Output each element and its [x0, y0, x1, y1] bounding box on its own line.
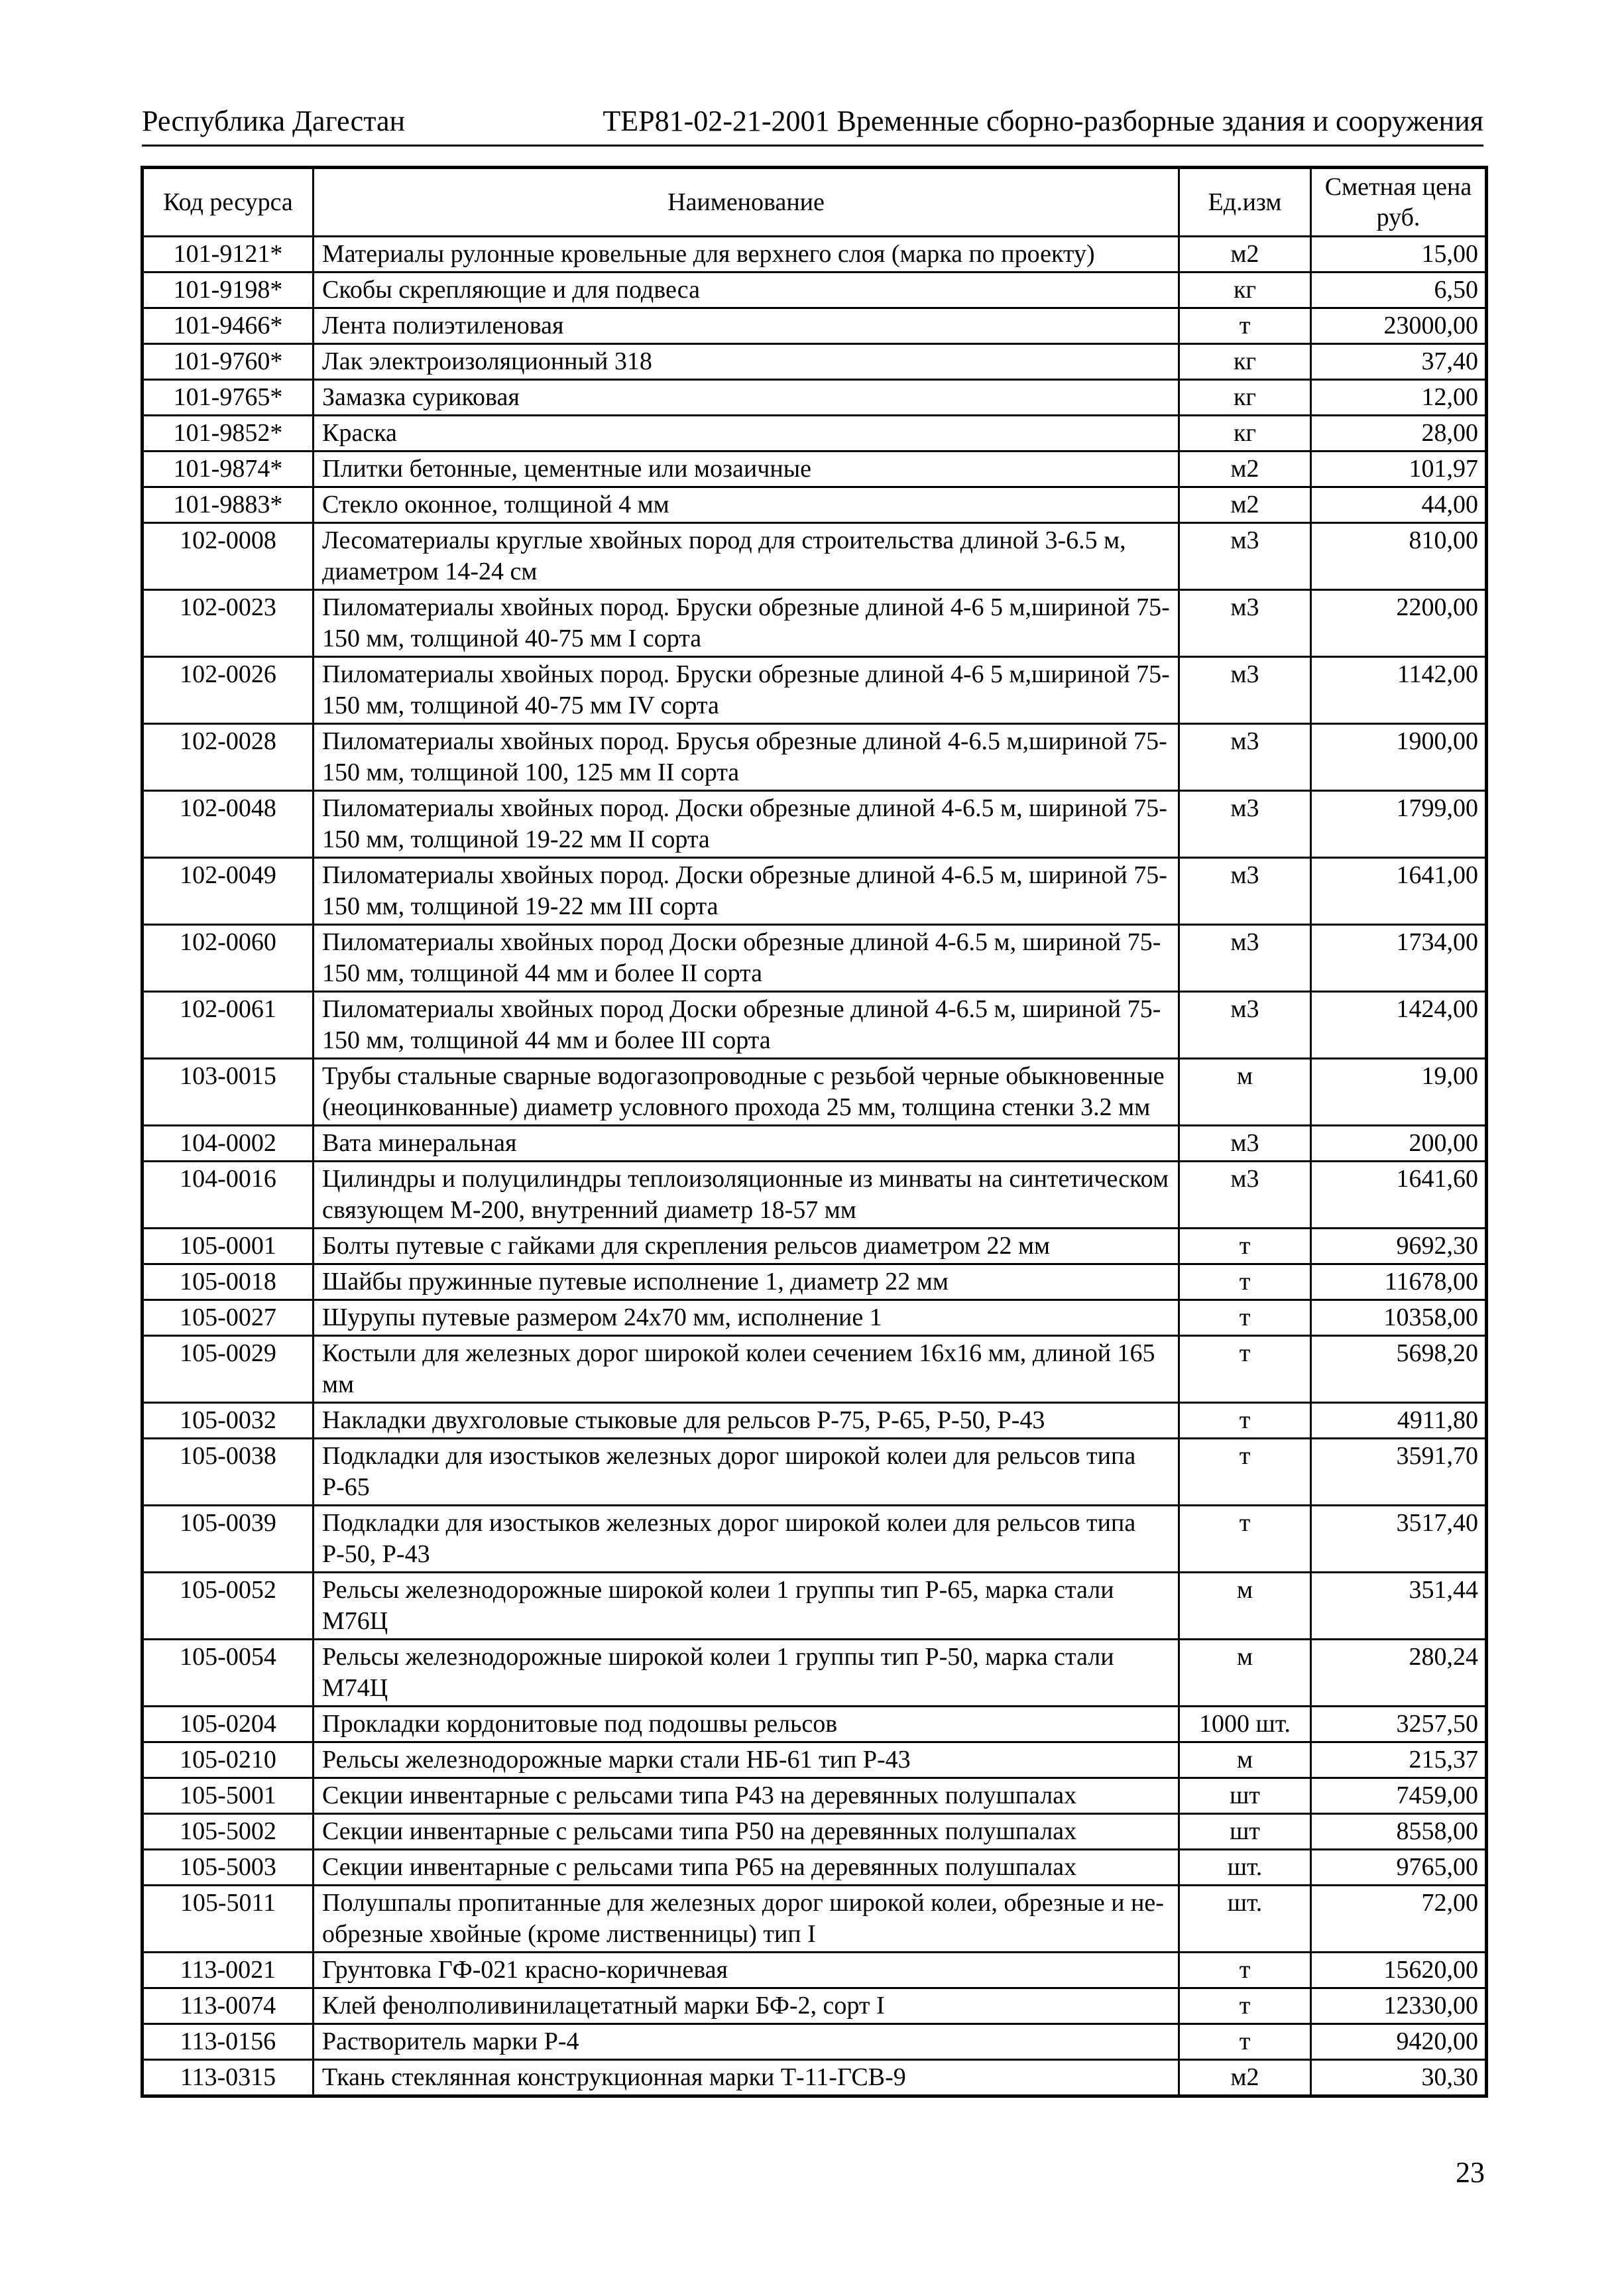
row-unit: м: [1179, 1640, 1311, 1707]
column-header-price-line1: Сметная цена: [1324, 173, 1472, 201]
row-code: 105-0052: [143, 1573, 314, 1640]
row-code: 105-0054: [143, 1640, 314, 1707]
row-price: 351,44: [1311, 1573, 1487, 1640]
row-price: 1424,00: [1311, 992, 1487, 1059]
row-unit: кг: [1179, 344, 1311, 380]
table-row: [143, 344, 1487, 380]
row-code: 105-0039: [143, 1506, 314, 1573]
row-unit: м3: [1179, 1126, 1311, 1162]
row-code: 102-0049: [143, 858, 314, 925]
row-unit: 1000 шт.: [1179, 1707, 1311, 1742]
row-unit: м3: [1179, 858, 1311, 925]
table-row: [143, 1850, 1487, 1886]
row-name: Цилиндры и полуцилиндры теплоизоляционные из минваты на синтетическом связующем М-200, внутренний диаметр 18-57 мм: [314, 1162, 1179, 1229]
row-price: 3257,50: [1311, 1707, 1487, 1742]
table-row: [143, 1778, 1487, 1814]
row-name: Шурупы путевые размером 24х70 мм, исполнение 1: [314, 1300, 1179, 1336]
row-code: 105-5003: [143, 1850, 314, 1886]
row-price: 10358,00: [1311, 1300, 1487, 1336]
row-unit: шт.: [1179, 1850, 1311, 1886]
table-row: [143, 237, 1487, 272]
row-name: Ткань стеклянная конструкционная марки Т-11-ГСВ-9: [314, 2060, 1179, 2096]
row-price: 1142,00: [1311, 657, 1487, 724]
row-name: Грунтовка ГФ-021 красно-коричневая: [314, 1953, 1179, 1988]
row-code: 105-0038: [143, 1439, 314, 1506]
row-name: Подкладки для изостыков железных дорог широкой колеи для рельсов типа Р-65: [314, 1439, 1179, 1506]
row-price: 6,50: [1311, 272, 1487, 308]
row-unit: т: [1179, 1988, 1311, 2024]
row-name: Болты путевые с гайками для скрепления рельсов диаметром 22 мм: [314, 1229, 1179, 1264]
row-code: 101-9760*: [143, 344, 314, 380]
row-price: 12,00: [1311, 380, 1487, 416]
column-header-code: Код ресурса: [143, 168, 314, 237]
row-unit: м2: [1179, 237, 1311, 272]
column-header-unit: Ед.изм: [1179, 168, 1311, 237]
table-row: [143, 791, 1487, 858]
row-unit: т: [1179, 2024, 1311, 2060]
row-unit: т: [1179, 1300, 1311, 1336]
row-code: 102-0060: [143, 925, 314, 992]
table-row: [143, 1162, 1487, 1229]
table-row: [143, 1300, 1487, 1336]
row-name: Скобы скрепляющие и для подвеса: [314, 272, 1179, 308]
table-row: [143, 1640, 1487, 1707]
row-price: 72,00: [1311, 1886, 1487, 1953]
row-name: Пиломатериалы хвойных пород. Брусья обрезные длиной 4-6.5 м,шириной 75-150 мм, толщиной 100, 125 мм II сорта: [314, 724, 1179, 791]
row-name: Накладки двухголовые стыковые для рельсов Р-75, Р-65, Р-50, Р-43: [314, 1403, 1179, 1439]
row-name: Рельсы железнодорожные марки стали НБ-61 тип Р-43: [314, 1742, 1179, 1778]
row-name: Прокладки кордонитовые под подошвы рельсов: [314, 1707, 1179, 1742]
row-code: 113-0074: [143, 1988, 314, 2024]
row-price: 5698,20: [1311, 1336, 1487, 1403]
row-code: 102-0028: [143, 724, 314, 791]
row-unit: т: [1179, 1229, 1311, 1264]
row-unit: м3: [1179, 657, 1311, 724]
row-name: Секции инвентарные с рельсами типа Р43 на деревянных полушпалах: [314, 1778, 1179, 1814]
table-row: [143, 1403, 1487, 1439]
row-code: 101-9121*: [143, 237, 314, 272]
row-code: 105-5011: [143, 1886, 314, 1953]
table-row: [143, 523, 1487, 590]
table-row: [143, 1229, 1487, 1264]
row-code: 103-0015: [143, 1059, 314, 1126]
row-code: 113-0156: [143, 2024, 314, 2060]
table-row: [143, 380, 1487, 416]
row-unit: т: [1179, 1403, 1311, 1439]
row-code: 102-0026: [143, 657, 314, 724]
row-price: 15,00: [1311, 237, 1487, 272]
row-price: 11678,00: [1311, 1264, 1487, 1300]
row-name: Вата минеральная: [314, 1126, 1179, 1162]
row-code: 104-0002: [143, 1126, 314, 1162]
row-unit: м3: [1179, 724, 1311, 791]
row-name: Плитки бетонные, цементные или мозаичные: [314, 452, 1179, 487]
table-row: [143, 858, 1487, 925]
row-code: 101-9765*: [143, 380, 314, 416]
row-price: 1900,00: [1311, 724, 1487, 791]
row-name: Полушпалы пропитанные для железных дорог широкой колеи, обрезные и не-обрезные хвойные (кроме лиственницы) тип I: [314, 1886, 1179, 1953]
row-name: Костыли для железных дорог широкой колеи сечением 16х16 мм, длиной 165 мм: [314, 1336, 1179, 1403]
row-unit: м3: [1179, 925, 1311, 992]
row-unit: м3: [1179, 992, 1311, 1059]
row-unit: шт: [1179, 1814, 1311, 1850]
row-name: Стекло оконное, толщиной 4 мм: [314, 487, 1179, 523]
page-number: 23: [1456, 2156, 1485, 2189]
row-unit: м3: [1179, 590, 1311, 657]
row-unit: м3: [1179, 1162, 1311, 1229]
table-row: [143, 992, 1487, 1059]
table-row: [143, 1886, 1487, 1953]
table-body: [143, 237, 1487, 2096]
row-price: 9692,30: [1311, 1229, 1487, 1264]
row-price: 1799,00: [1311, 791, 1487, 858]
row-unit: т: [1179, 1336, 1311, 1403]
row-unit: кг: [1179, 380, 1311, 416]
row-price: 12330,00: [1311, 1988, 1487, 2024]
row-unit: м2: [1179, 452, 1311, 487]
row-price: 1734,00: [1311, 925, 1487, 992]
column-header-price: [1311, 168, 1487, 237]
row-name: Секции инвентарные с рельсами типа Р50 на деревянных полушпалах: [314, 1814, 1179, 1850]
row-name: Замазка суриковая: [314, 380, 1179, 416]
row-price: 280,24: [1311, 1640, 1487, 1707]
row-unit: т: [1179, 1264, 1311, 1300]
row-unit: т: [1179, 308, 1311, 344]
row-name: Материалы рулонные кровельные для верхнего слоя (марка по проекту): [314, 237, 1179, 272]
row-code: 105-0018: [143, 1264, 314, 1300]
column-header-name: Наименование: [314, 168, 1179, 237]
table-row: [143, 1707, 1487, 1742]
table-row: [143, 308, 1487, 344]
resource-price-table: [141, 166, 1488, 2098]
row-name: Лента полиэтиленовая: [314, 308, 1179, 344]
table-row: [143, 1439, 1487, 1506]
row-name: Пиломатериалы хвойных пород. Бруски обрезные длиной 4-6 5 м,шириной 75-150 мм, толщиной 40-75 мм I сорта: [314, 590, 1179, 657]
row-name: Лесоматериалы круглые хвойных пород для строительства длиной 3-6.5 м, диаметром 14-24 см: [314, 523, 1179, 590]
table-row: [143, 2060, 1487, 2096]
row-unit: м2: [1179, 487, 1311, 523]
row-price: 4911,80: [1311, 1403, 1487, 1439]
row-unit: шт: [1179, 1778, 1311, 1814]
table-row: [143, 487, 1487, 523]
row-unit: шт.: [1179, 1886, 1311, 1953]
row-name: Пиломатериалы хвойных пород. Бруски обрезные длиной 4-6 5 м,шириной 75-150 мм, толщиной 40-75 мм IV сорта: [314, 657, 1179, 724]
row-code: 105-0204: [143, 1707, 314, 1742]
row-unit: кг: [1179, 272, 1311, 308]
row-unit: м2: [1179, 2060, 1311, 2096]
row-code: 101-9466*: [143, 308, 314, 344]
row-unit: т: [1179, 1506, 1311, 1573]
row-name: Лак электроизоляционный 318: [314, 344, 1179, 380]
row-price: 19,00: [1311, 1059, 1487, 1126]
row-name: Трубы стальные сварные водогазопроводные с резьбой черные обыкновенные (неоцинкованные) диаметр условного прохода 25 мм, толщина стенки 3.2 мм: [314, 1059, 1179, 1126]
row-code: 105-0027: [143, 1300, 314, 1336]
table-row: [143, 1506, 1487, 1573]
table-row: [143, 272, 1487, 308]
row-code: 105-5001: [143, 1778, 314, 1814]
row-price: 15620,00: [1311, 1953, 1487, 1988]
table-row: [143, 1742, 1487, 1778]
row-price: 215,37: [1311, 1742, 1487, 1778]
row-name: Рельсы железнодорожные широкой колеи 1 группы тип Р-50, марка стали М74Ц: [314, 1640, 1179, 1707]
row-code: 101-9198*: [143, 272, 314, 308]
row-unit: т: [1179, 1953, 1311, 1988]
row-unit: кг: [1179, 416, 1311, 452]
row-name: Пиломатериалы хвойных пород. Доски обрезные длиной 4-6.5 м, шириной 75-150 мм, толщиной 19-22 мм II сорта: [314, 791, 1179, 858]
row-unit: т: [1179, 1439, 1311, 1506]
row-code: 113-0315: [143, 2060, 314, 2096]
table-row: [143, 416, 1487, 452]
row-price: 101,97: [1311, 452, 1487, 487]
table-row: [143, 724, 1487, 791]
row-name: Шайбы пружинные путевые исполнение 1, диаметр 22 мм: [314, 1264, 1179, 1300]
row-price: 3517,40: [1311, 1506, 1487, 1573]
row-code: 102-0061: [143, 992, 314, 1059]
table-row: [143, 2024, 1487, 2060]
row-unit: м: [1179, 1059, 1311, 1126]
row-code: 104-0016: [143, 1162, 314, 1229]
row-price: 1641,60: [1311, 1162, 1487, 1229]
column-header-price-line2: руб.: [1376, 204, 1420, 231]
row-code: 105-0001: [143, 1229, 314, 1264]
row-name: Пиломатериалы хвойных пород Доски обрезные длиной 4-6.5 м, шириной 75-150 мм, толщиной 44 мм и более III сорта: [314, 992, 1179, 1059]
row-name: Рельсы железнодорожные широкой колеи 1 группы тип Р-65, марка стали М76Ц: [314, 1573, 1179, 1640]
row-code: 101-9883*: [143, 487, 314, 523]
table-row: [143, 1264, 1487, 1300]
table-row: [143, 1814, 1487, 1850]
row-price: 7459,00: [1311, 1778, 1487, 1814]
row-price: 9420,00: [1311, 2024, 1487, 2060]
row-code: 102-0048: [143, 791, 314, 858]
row-name: Растворитель марки Р-4: [314, 2024, 1179, 2060]
row-price: 810,00: [1311, 523, 1487, 590]
table-header-row: [143, 168, 1487, 237]
row-name: Секции инвентарные с рельсами типа Р65 на деревянных полушпалах: [314, 1850, 1179, 1886]
table-row: [143, 1059, 1487, 1126]
table-row: [143, 1988, 1487, 2024]
row-code: 113-0021: [143, 1953, 314, 1988]
row-unit: м: [1179, 1742, 1311, 1778]
row-code: 105-5002: [143, 1814, 314, 1850]
row-code: 105-0032: [143, 1403, 314, 1439]
row-unit: м3: [1179, 791, 1311, 858]
row-price: 23000,00: [1311, 308, 1487, 344]
row-name: Краска: [314, 416, 1179, 452]
row-code: 105-0210: [143, 1742, 314, 1778]
row-price: 28,00: [1311, 416, 1487, 452]
row-unit: м: [1179, 1573, 1311, 1640]
table-row: [143, 1336, 1487, 1403]
row-unit: м3: [1179, 523, 1311, 590]
row-code: 101-9852*: [143, 416, 314, 452]
table-row: [143, 452, 1487, 487]
header-document-title: ТЕР81-02-21-2001 Временные сборно-разборные здания и сооружения: [603, 105, 1483, 137]
row-price: 1641,00: [1311, 858, 1487, 925]
table-row: [143, 657, 1487, 724]
row-price: 3591,70: [1311, 1439, 1487, 1506]
row-code: 102-0008: [143, 523, 314, 590]
table-row: [143, 1126, 1487, 1162]
row-price: 37,40: [1311, 344, 1487, 380]
header-region: Республика Дагестан: [142, 105, 406, 137]
row-name: Пиломатериалы хвойных пород Доски обрезные длиной 4-6.5 м, шириной 75-150 мм, толщиной 44 мм и более II сорта: [314, 925, 1179, 992]
row-price: 44,00: [1311, 487, 1487, 523]
table-row: [143, 1573, 1487, 1640]
row-price: 9765,00: [1311, 1850, 1487, 1886]
row-price: 8558,00: [1311, 1814, 1487, 1850]
row-price: 2200,00: [1311, 590, 1487, 657]
table-row: [143, 1953, 1487, 1988]
row-code: 102-0023: [143, 590, 314, 657]
row-price: 200,00: [1311, 1126, 1487, 1162]
row-name: Пиломатериалы хвойных пород. Доски обрезные длиной 4-6.5 м, шириной 75-150 мм, толщиной 19-22 мм III сорта: [314, 858, 1179, 925]
row-code: 105-0029: [143, 1336, 314, 1403]
row-code: 101-9874*: [143, 452, 314, 487]
row-name: Подкладки для изостыков железных дорог широкой колеи для рельсов типа Р-50, Р-43: [314, 1506, 1179, 1573]
row-name: Клей фенолполивинилацетатный марки БФ-2, сорт I: [314, 1988, 1179, 2024]
table-row: [143, 925, 1487, 992]
row-price: 30,30: [1311, 2060, 1487, 2096]
table-row: [143, 590, 1487, 657]
page-header: [142, 105, 1483, 147]
